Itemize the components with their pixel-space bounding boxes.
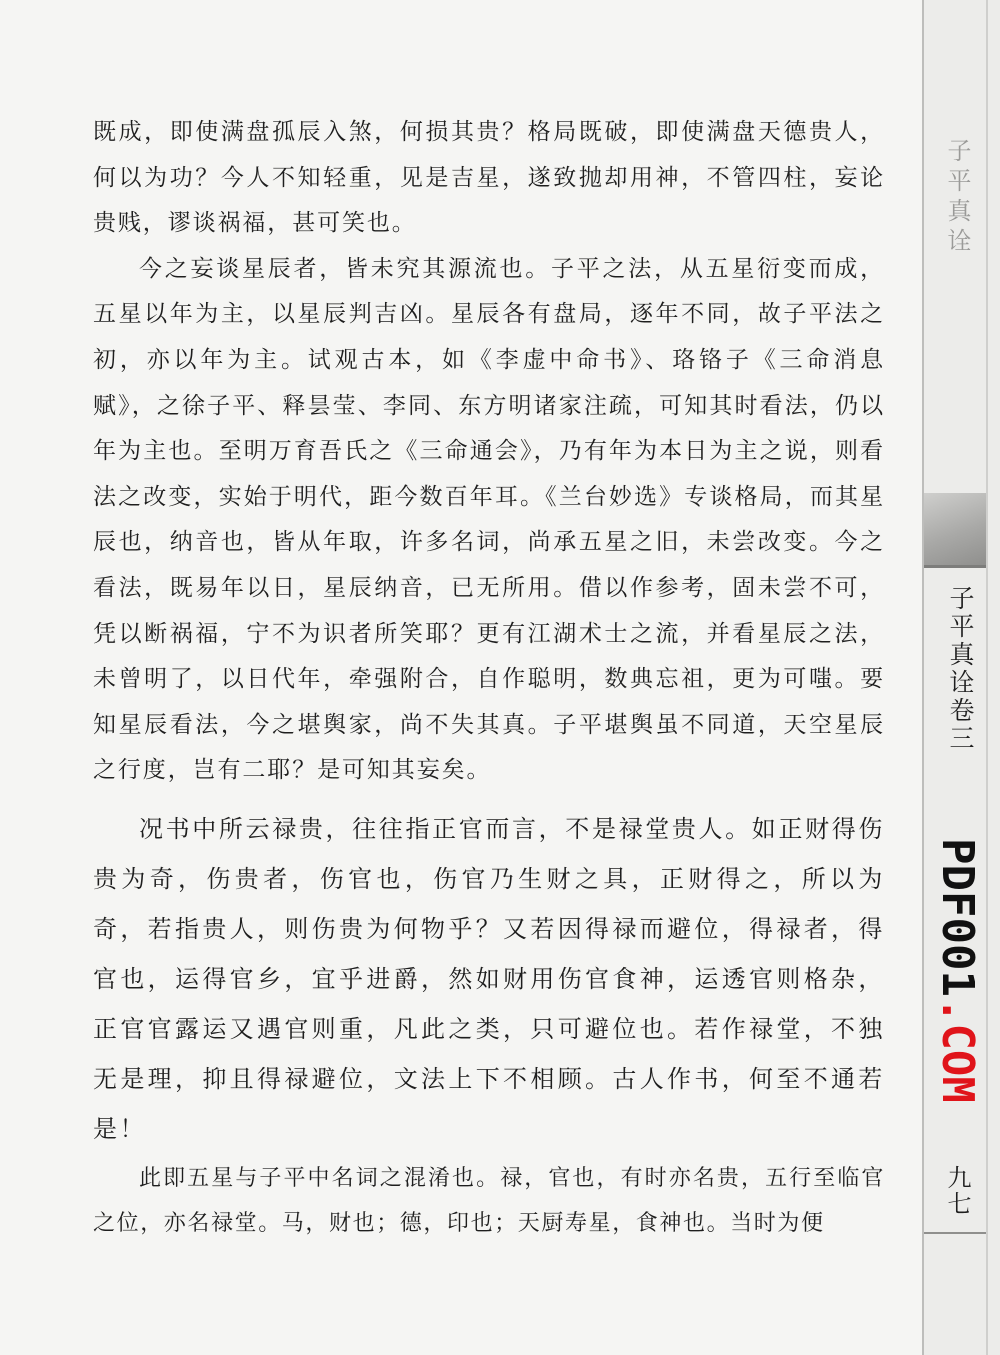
- chapter-title: 子平真诠卷三: [946, 585, 975, 753]
- paragraph: 既成，即使满盘孤辰入煞，何损其贵？格局既破，即使满盘天德贵人，何以为功？今人不知轻重，见是吉星，遂致抛却用神，不管四柱，妄论贵贱，谬谈祸福，甚可笑也。: [93, 119, 885, 237]
- page-number: 九七: [943, 1165, 971, 1217]
- page-number-rule: [924, 1232, 986, 1234]
- paragraph: 况书中所云禄贵，往往指正官而言，不是禄堂贵人。如正财得伤贵为奇，伤贵者，伤官也，伤官乃生财之具，正财得之，所以为奇，若指贵人，则伤贵为何物乎？又若因得禄而避位，得禄者，得官也，运得官乡，宜乎进爵，然如财用伤官食神，运透官则格杂，正官官露运又遇官则重，凡此之类，只可避位也。若作禄堂，不独无是理，抑且得禄避位，文法上下不相顾。古人作书，何至不通若是！: [93, 814, 885, 1143]
- paragraph: 此即五星与子平中名词之混淆也。禄，官也，有时亦名贵，五行至临官之位，亦名禄堂。马，财也；德，印也；天厨寿星，食神也。当时为便: [93, 1165, 885, 1237]
- watermark-text: PDF001: [932, 838, 983, 997]
- watermark: [929, 838, 985, 1103]
- paragraph: 今之妄谈星辰者，皆未究其源流也。子平之法，从五星衍变而成，五星以年为主，以星辰判吉凶。星辰各有盘局，逐年不同，故子平法之初，亦以年为主。试观古本，如《李虚中命书》、珞铬子《三命消息赋》，之徐子平、释昙莹、李同、东方明诸家注疏，可知其时看法，仍以年为主也。至明万育吾氏之《三命通会》，乃有年为本日为主之说，则看法之改变，实始于明代，距今数百年耳。《兰台妙选》专谈格局，而其星辰也，纳音也，皆从年取，许多名词，尚承五星之旧，未尝改变。今之看法，既易年以日，星辰纳音，已无所用。借以作参考，固未尝不可，凭以断祸福，宁不为识者所笑耶？更有江湖术士之流，并看星辰之法，未曾明了，以日代年，牵强附合，自作聪明，数典忘祖，更为可嗤。要知星辰看法，今之堪舆家，尚不失其真。子平堪舆虽不同道，天空星辰之行度，岂有二耶？是可知其妄矣。: [93, 255, 885, 784]
- section-tab: [924, 493, 986, 565]
- watermark-domain: .COM: [932, 996, 983, 1103]
- body-text: [93, 110, 885, 1247]
- section-tab-rule: [924, 565, 986, 568]
- margin-rule-outer: [986, 0, 988, 1355]
- margin-rule: [922, 0, 924, 1355]
- running-head: 子平真诠: [943, 138, 971, 258]
